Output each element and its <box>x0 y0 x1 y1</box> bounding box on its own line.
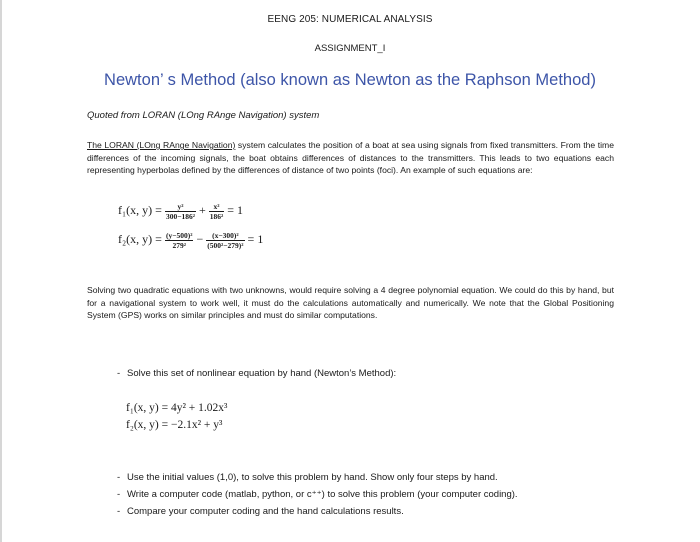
eq2-frac2-den: (500²−279)² <box>207 240 244 250</box>
system-f1: f₁(x, y) = 4y² + 1.02x³ <box>126 402 228 414</box>
intro-paragraph <box>87 139 614 177</box>
eq2-frac1-den: 279² <box>172 240 186 250</box>
eq2-frac1-num: (y−500)² <box>165 230 193 240</box>
task-item-initial-values <box>117 472 498 483</box>
task-item-computer-code <box>117 489 518 500</box>
eq1-frac2-den: 186² <box>209 211 224 221</box>
eq1-frac2-num: x² <box>209 202 225 212</box>
eq2-fraction-1 <box>165 231 194 250</box>
task-item-compare <box>117 506 404 517</box>
page-title: Newton’ s Method (also known as Newton as the Raphson Method) <box>104 71 596 89</box>
bullet-dash: - <box>117 506 121 517</box>
equation-f1-loran <box>118 201 243 221</box>
eq2-lhs: f₂(x, y) = <box>118 232 162 246</box>
task-text: Compare your computer coding and the hand calculations results. <box>127 506 404 517</box>
task-text: Use the initial values (1,0), to solve this problem by hand. Show only four steps by hand. <box>127 472 498 483</box>
solving-paragraph: Solving two quadratic equations with two unknowns, would require solving a 4 degree polynomial equation. We could do this by hand, but for a navigational system to work well, it must do the calculations automatically and numerically. We note that the Global Positioning System (GPS) works on similar principles and must do similar computations. <box>87 285 614 321</box>
task-item-solve <box>117 368 397 379</box>
course-heading: EENG 205: NUMERICAL ANALYSIS <box>267 14 433 25</box>
eq1-frac1-num: y² <box>165 202 196 212</box>
task-text: Write a computer code (matlab, python, or c⁺⁺) to solve this problem (your computer coding). <box>127 489 518 500</box>
bullet-dash: - <box>117 489 121 500</box>
eq1-lhs: f₁(x, y) = <box>118 203 162 217</box>
eq1-rhs: = 1 <box>227 203 244 217</box>
bullet-dash: - <box>117 368 121 379</box>
system-f2: f₂(x, y) = −2.1x² + y³ <box>126 419 223 431</box>
eq1-fraction-2 <box>209 202 225 221</box>
intro-text: system calculates the position of a boat at sea using signals from fixed transmitters. From the time differences of the incoming signals, the boat obtains differences of distances to the transmitters. This leads to two equations each representing hyperbolas defined by the differences of distance of two points (foci). An example of such equations are: <box>87 140 614 176</box>
nonlinear-system <box>126 402 228 436</box>
task-solve-text: Solve this set of nonlinear equation by hand (Newton’s Method): <box>127 368 397 379</box>
loran-term: The LORAN (LOng RAnge Navigation) <box>87 140 236 150</box>
eq1-frac1-den: 300−186² <box>165 211 195 221</box>
eq2-rhs: = 1 <box>247 232 264 246</box>
assignment-heading: ASSIGNMENT_I <box>314 43 386 54</box>
eq2-op: − <box>196 232 204 246</box>
bullet-dash: - <box>117 472 121 483</box>
equation-f2-loran <box>118 230 263 250</box>
eq1-fraction-1 <box>165 202 196 221</box>
eq2-fraction-2 <box>206 231 244 250</box>
eq2-frac2-num: (x−300)² <box>206 231 244 241</box>
eq1-op: + <box>198 203 206 217</box>
quoted-source: Quoted from LORAN (LOng RAnge Navigation) system <box>87 110 320 121</box>
